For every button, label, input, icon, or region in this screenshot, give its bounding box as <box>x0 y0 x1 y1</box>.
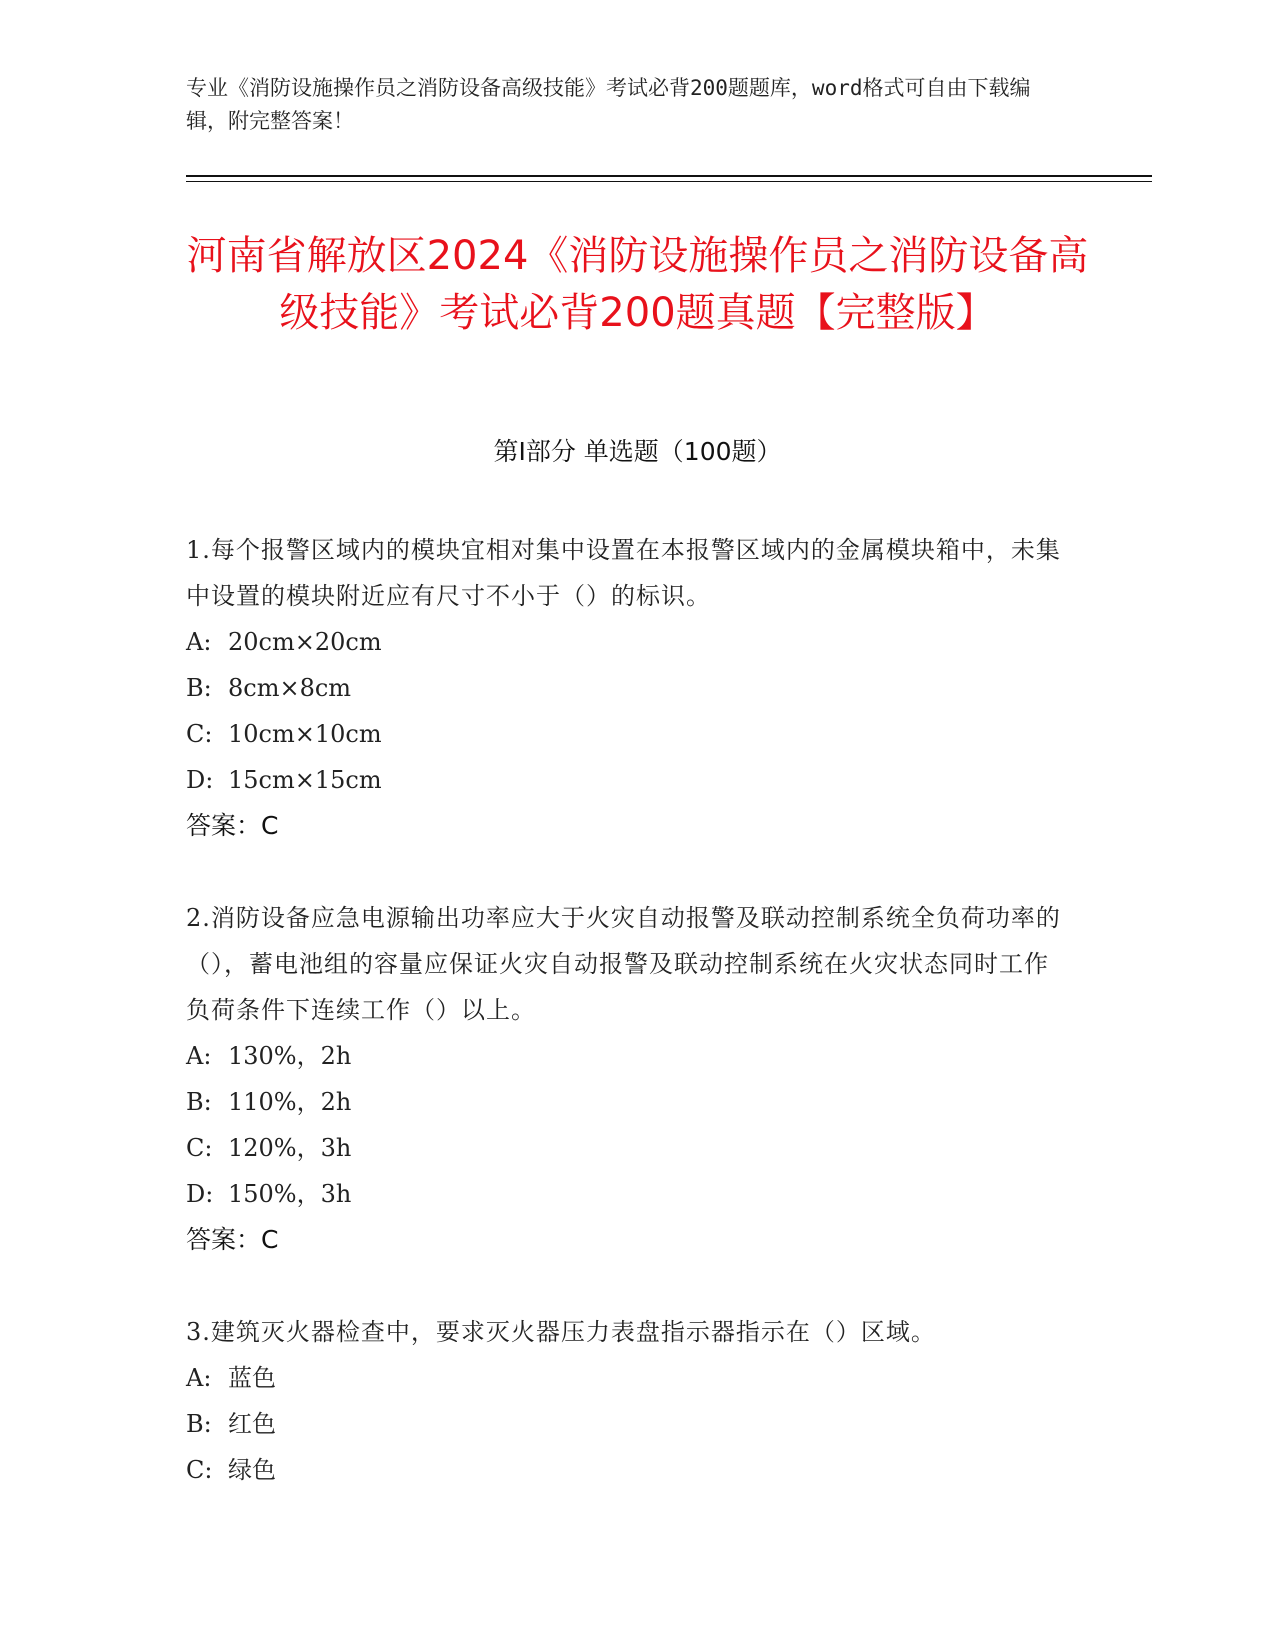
option-key: D: <box>186 1180 214 1208</box>
option-d <box>186 757 1066 803</box>
option-b <box>186 665 1066 711</box>
option-text: 120%，3h <box>228 1134 352 1162</box>
option-text: 10cm×10cm <box>228 720 382 748</box>
section-heading: 第I部分 单选题（100题） <box>493 437 782 466</box>
answer-value: C <box>261 1225 279 1254</box>
header-rule-thick <box>186 175 1152 177</box>
option-c <box>186 1125 1066 1171</box>
question-1 <box>186 527 1066 849</box>
option-key: B: <box>186 1088 212 1116</box>
question-3 <box>186 1309 1066 1493</box>
question-stem: 2.消防设备应急电源输出功率应大于火灾自动报警及联动控制系统全负荷功率的（），蓄电池组的容量应保证火灾自动报警及联动控制系统在火灾状态同时工作负荷条件下连续工作（）以上。 <box>186 904 1061 1024</box>
option-text: 8cm×8cm <box>228 674 352 702</box>
option-text: 红色 <box>228 1410 276 1438</box>
option-b <box>186 1401 1066 1447</box>
answer-label: 答案： <box>186 811 262 840</box>
option-text: 15cm×15cm <box>228 766 382 794</box>
header-rule-thin <box>186 181 1152 182</box>
option-key: D: <box>186 766 214 794</box>
question-stem: 3.建筑灭火器检查中，要求灭火器压力表盘指示器指示在（）区域。 <box>186 1318 936 1346</box>
option-text: 20cm×20cm <box>228 628 382 656</box>
option-key: B: <box>186 1410 212 1438</box>
option-b <box>186 1079 1066 1125</box>
answer-line <box>186 803 1066 849</box>
option-key: C: <box>186 1456 213 1484</box>
option-key: A: <box>186 1364 212 1392</box>
option-key: B: <box>186 674 212 702</box>
option-key: C: <box>186 720 213 748</box>
header-note: 专业《消防设施操作员之消防设备高级技能》考试必背200题题库，word格式可自由下载编辑，附完整答案！ <box>186 76 1031 133</box>
option-text: 蓝色 <box>228 1364 276 1392</box>
document-title: 河南省解放区2024《消防设施操作员之消防设备高级技能》考试必背200题真题【完整版】 <box>186 233 1089 336</box>
question-list <box>186 527 1066 1539</box>
option-text: 110%，2h <box>228 1088 352 1116</box>
question-2 <box>186 895 1066 1263</box>
answer-label: 答案： <box>186 1225 262 1254</box>
option-d <box>186 1171 1066 1217</box>
option-key: A: <box>186 1042 212 1070</box>
option-text: 130%，2h <box>228 1042 352 1070</box>
option-c <box>186 1447 1066 1493</box>
option-text: 150%，3h <box>228 1180 352 1208</box>
option-a <box>186 619 1066 665</box>
option-key: A: <box>186 628 212 656</box>
option-text: 绿色 <box>228 1456 276 1484</box>
answer-line <box>186 1217 1066 1263</box>
question-stem: 1.每个报警区域内的模块宜相对集中设置在本报警区域内的金属模块箱中，未集中设置的模块附近应有尺寸不小于（）的标识。 <box>186 536 1061 610</box>
option-key: C: <box>186 1134 213 1162</box>
option-a <box>186 1033 1066 1079</box>
option-c <box>186 711 1066 757</box>
option-a <box>186 1355 1066 1401</box>
answer-value: C <box>261 811 279 840</box>
